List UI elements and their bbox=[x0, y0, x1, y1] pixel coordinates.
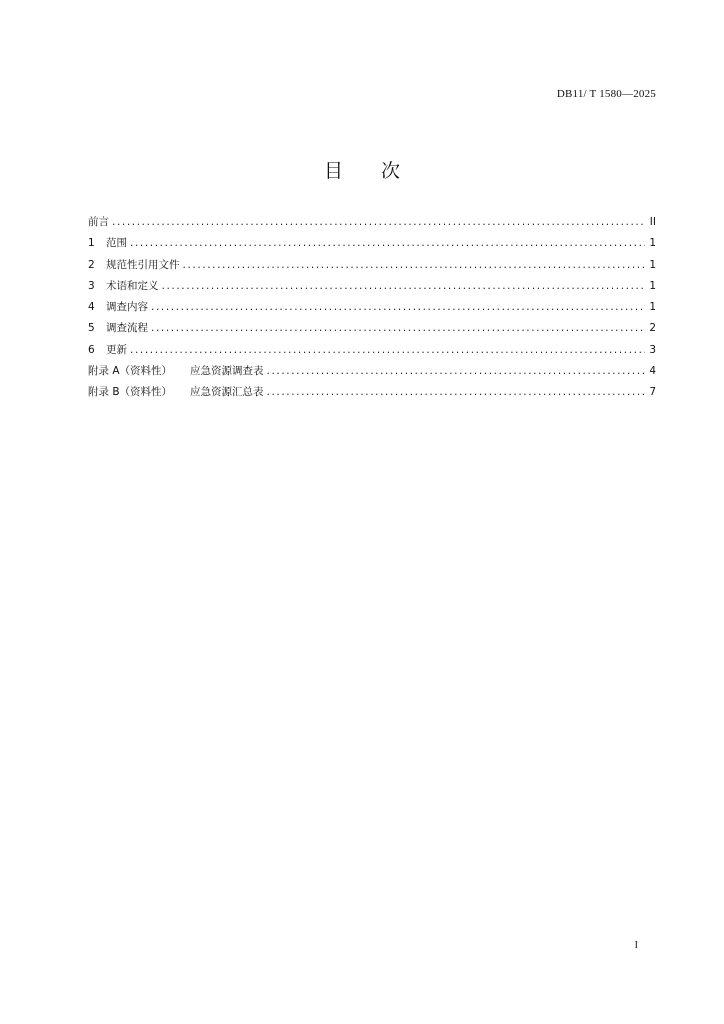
toc-entry-update[interactable] bbox=[88, 342, 656, 363]
toc-entry-survey-process[interactable] bbox=[88, 320, 656, 341]
page-title bbox=[0, 156, 724, 183]
toc-entry-number: 3 bbox=[88, 279, 95, 292]
page-title-char-1: 目 bbox=[323, 160, 343, 182]
toc-entry-number: 6 bbox=[88, 343, 95, 356]
toc-entry-appendix-a[interactable] bbox=[88, 363, 656, 384]
toc-appendix-prefix: 附录 A（资料性） bbox=[88, 365, 173, 378]
toc-entry-page: 3 bbox=[649, 343, 656, 356]
table-of-contents bbox=[88, 214, 656, 406]
toc-appendix-title: 应急资源调查表 bbox=[190, 365, 264, 378]
toc-entry-appendix-b[interactable] bbox=[88, 384, 656, 405]
toc-entry-label[interactable] bbox=[88, 363, 264, 378]
toc-entry-label[interactable]: 范围 bbox=[106, 237, 127, 250]
toc-entry-normative-references[interactable] bbox=[88, 257, 656, 278]
toc-entry-scope[interactable] bbox=[88, 235, 656, 256]
toc-entry-label[interactable]: 更新 bbox=[106, 343, 127, 356]
toc-entry-page: II bbox=[649, 216, 656, 228]
toc-entry-page: 1 bbox=[649, 237, 656, 250]
toc-entry-number: 4 bbox=[88, 301, 95, 314]
toc-entry-page: 7 bbox=[649, 386, 656, 399]
toc-entry-label[interactable]: 调查内容 bbox=[106, 301, 148, 314]
toc-entry-page: 2 bbox=[649, 322, 656, 335]
toc-entry-label[interactable]: 调查流程 bbox=[106, 322, 148, 335]
toc-entry-number: 2 bbox=[88, 258, 95, 271]
toc-entry-label[interactable]: 规范性引用文件 bbox=[106, 258, 180, 271]
standard-code: DB11/ T 1580—2025 bbox=[556, 88, 656, 100]
toc-leader-dots bbox=[112, 216, 645, 228]
toc-entry-page: 4 bbox=[649, 365, 656, 378]
toc-leader-dots bbox=[267, 365, 645, 377]
toc-leader-dots bbox=[151, 322, 645, 334]
toc-entry-number: 5 bbox=[88, 322, 95, 335]
toc-entry-terms-definitions[interactable] bbox=[88, 278, 656, 299]
toc-entry-label[interactable]: 前言 bbox=[88, 216, 109, 228]
toc-leader-dots bbox=[130, 344, 645, 356]
toc-entry-foreword[interactable] bbox=[88, 214, 656, 235]
toc-entry-survey-content[interactable] bbox=[88, 299, 656, 320]
toc-leader-dots bbox=[267, 386, 645, 398]
toc-leader-dots bbox=[183, 259, 646, 271]
toc-entry-label[interactable]: 术语和定义 bbox=[106, 279, 159, 292]
toc-entry-page: 1 bbox=[649, 301, 656, 314]
page-title-char-2: 次 bbox=[381, 160, 401, 182]
toc-leader-dots bbox=[151, 301, 645, 313]
toc-leader-dots bbox=[130, 237, 645, 249]
toc-appendix-title: 应急资源汇总表 bbox=[190, 386, 264, 399]
toc-entry-page: 1 bbox=[649, 258, 656, 271]
page-number: I bbox=[634, 940, 638, 951]
toc-entry-number: 1 bbox=[88, 237, 95, 250]
toc-appendix-prefix: 附录 B（资料性） bbox=[88, 386, 173, 399]
toc-entry-label[interactable] bbox=[88, 384, 264, 399]
toc-leader-dots bbox=[162, 280, 646, 292]
toc-entry-page: 1 bbox=[649, 279, 656, 292]
